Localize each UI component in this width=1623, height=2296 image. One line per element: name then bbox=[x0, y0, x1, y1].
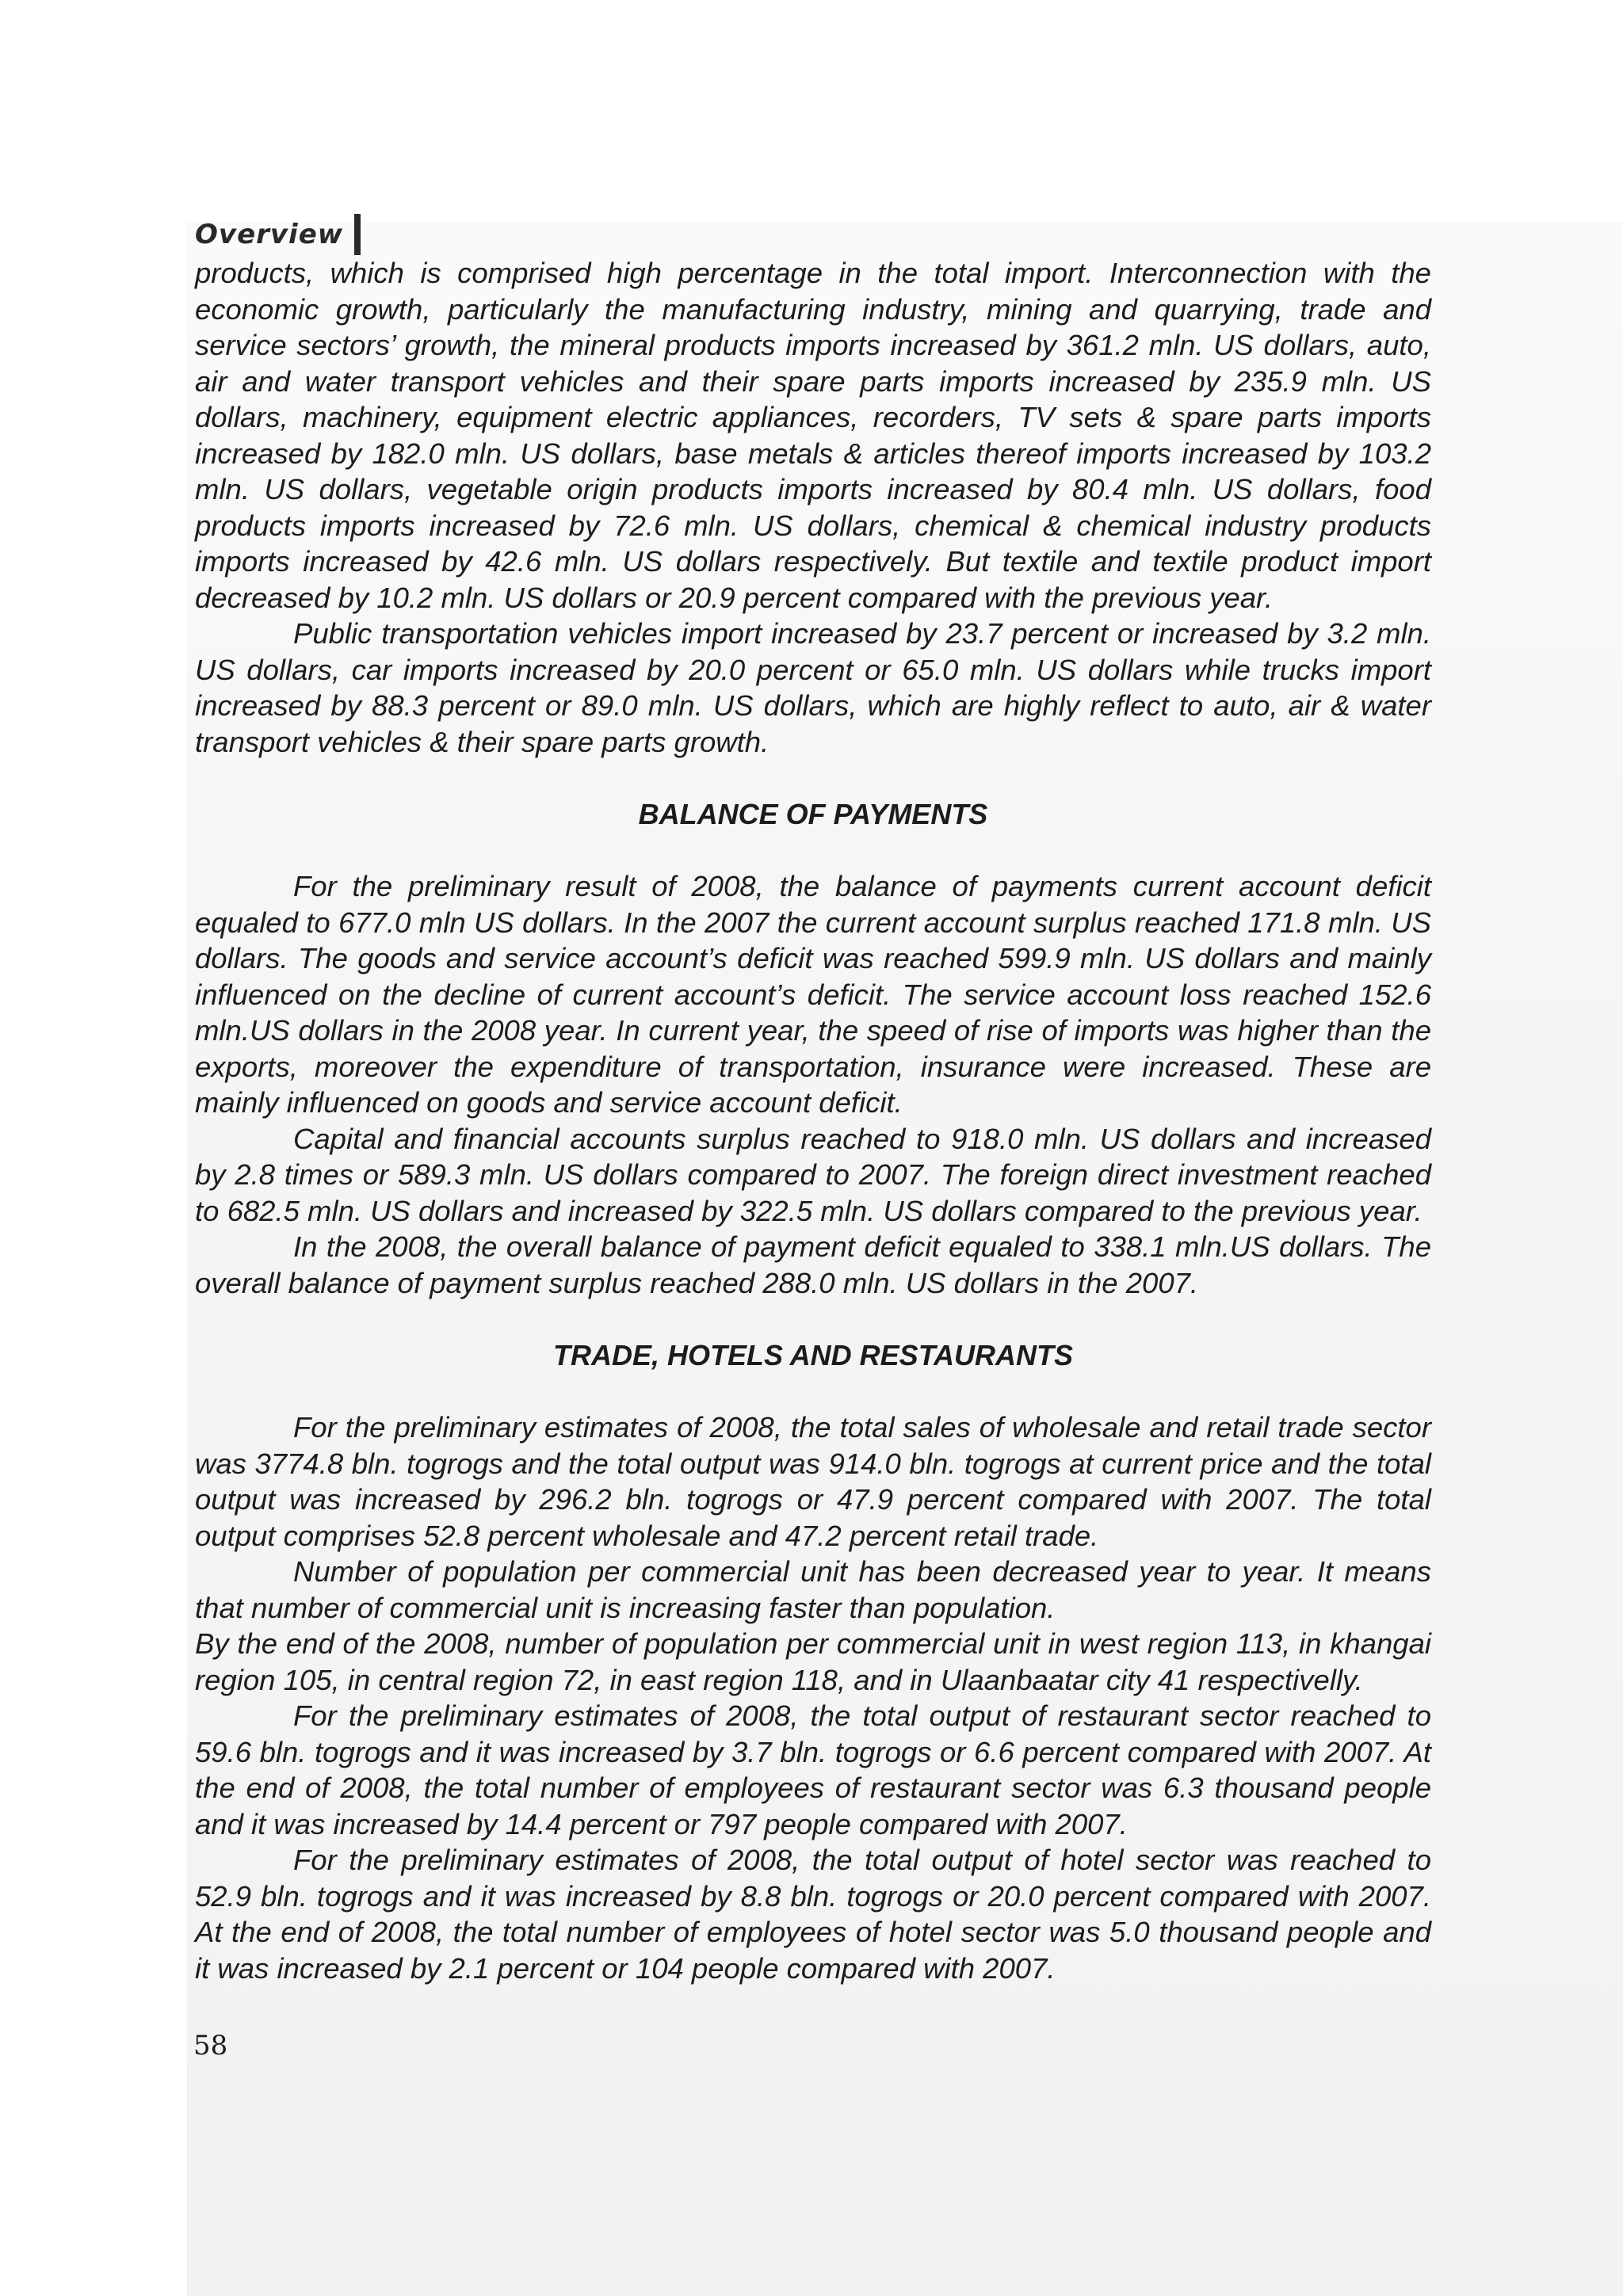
paragraph-regional-units: By the end of the 2008, number of population per commercial unit in west region 113, in khangai region 105, in central region 72, in east region 118, and in Ulaanbaatar city 41 respectivelly. bbox=[195, 1627, 1431, 1696]
body-text bbox=[195, 255, 1431, 1986]
paragraph-population-per-unit: Number of population per commercial unit has been decreased year to year. It means that number of commercial unit is increasing faster than population. bbox=[195, 1555, 1431, 1624]
page-number: 58 bbox=[193, 2030, 228, 2061]
heading-trade-hotels-restaurants: TRADE, HOTELS AND RESTAURANTS bbox=[553, 1339, 1073, 1371]
paragraph-transport-vehicles: Public transportation vehicles import increased by 23.7 percent or increased by 3.2 mln. US dollars, car imports increased by 20.0 percent or 65.0 mln. US dollars while trucks import increased by 88.3 percent or 89.0 mln. US dollars, which are highly reflect to auto, air & water transport vehicles & their spare parts growth. bbox=[195, 617, 1431, 758]
paragraph-imports: products, which is comprised high percentage in the total import. Interconnection with the economic growth, particularly the manufacturing industry, mining and quarrying, trade and service sectors’ growth, the mineral products imports increased by 361.2 mln. US dollars, auto, air and water transport vehicles and their spare parts imports increased by 235.9 mln. US dollars, machinery, equipment electric appliances, recorders, TV sets & spare parts imports increased by 182.0 mln. US dollars, base metals & articles thereof imports increased by 103.2 mln. US dollars, vegetable origin products imports increased by 80.4 mln. US dollars, food products imports increased by 72.6 mln. US dollars, chemical & chemical industry products imports increased by 42.6 mln. US dollars respectively. But textile and textile product import decreased by 10.2 mln. US dollars or 20.9 percent compared with the previous year. bbox=[195, 257, 1431, 614]
paragraph-current-account: For the preliminary result of 2008, the balance of payments current account deficit equaled to 677.0 mln US dollars. In the 2007 the current account surplus reached 171.8 mln. US dollars. The goods and service account’s deficit was reached 599.9 mln. US dollars and mainly influenced on the decline of current account’s deficit. The service account loss reached 152.6 mln.US dollars in the 2008 year. In current year, the speed of rise of imports was higher than the exports, moreover the expenditure of transportation, insurance were increased. These are mainly influenced on goods and service account deficit. bbox=[195, 870, 1431, 1119]
paragraph-capital-financial: Capital and financial accounts surplus reached to 918.0 mln. US dollars and increased by 2.8 times or 589.3 mln. US dollars compared to 2007. The foreign direct investment reached to 682.5 mln. US dollars and increased by 322.5 mln. US dollars compared to the previous year. bbox=[195, 1122, 1431, 1227]
header-divider-bar bbox=[354, 214, 361, 255]
heading-balance-of-payments: BALANCE OF PAYMENTS bbox=[638, 798, 988, 830]
paragraph-restaurant-sector: For the preliminary estimates of 2008, the total output of restaurant sector reached to 59.6 bln. togrogs and it was increased by 3.7 bln. togrogs or 6.6 percent compared with 2007. At the end of 2008, the total number of employees of restaurant sector was 6.3 thousand people and it was increased by 14.4 percent or 797 people compared with 2007. bbox=[195, 1699, 1431, 1840]
paragraph-trade-sales: For the preliminary estimates of 2008, the total sales of wholesale and retail trade sector was 3774.8 bln. togrogs and the total output was 914.0 bln. togrogs at current price and the total output was increased by 296.2 bln. togrogs or 47.9 percent compared with 2007. The total output comprises 52.8 percent wholesale and 47.2 percent retail trade. bbox=[195, 1411, 1431, 1552]
paragraph-hotel-sector: For the preliminary estimates of 2008, the total output of hotel sector was reached to 52.9 bln. togrogs and it was increased by 8.8 bln. togrogs or 20.0 percent compared with 2007. At the end of 2008, the total number of employees of hotel sector was 5.0 thousand people and it was increased by 2.1 percent or 104 people compared with 2007. bbox=[195, 1844, 1431, 1985]
paragraph-overall-balance: In the 2008, the overall balance of payment deficit equaled to 338.1 mln.US dollars. The overall balance of payment surplus reached 288.0 mln. US dollars in the 2007. bbox=[195, 1230, 1431, 1299]
page-header bbox=[195, 214, 361, 255]
section-label: Overview bbox=[195, 219, 344, 250]
